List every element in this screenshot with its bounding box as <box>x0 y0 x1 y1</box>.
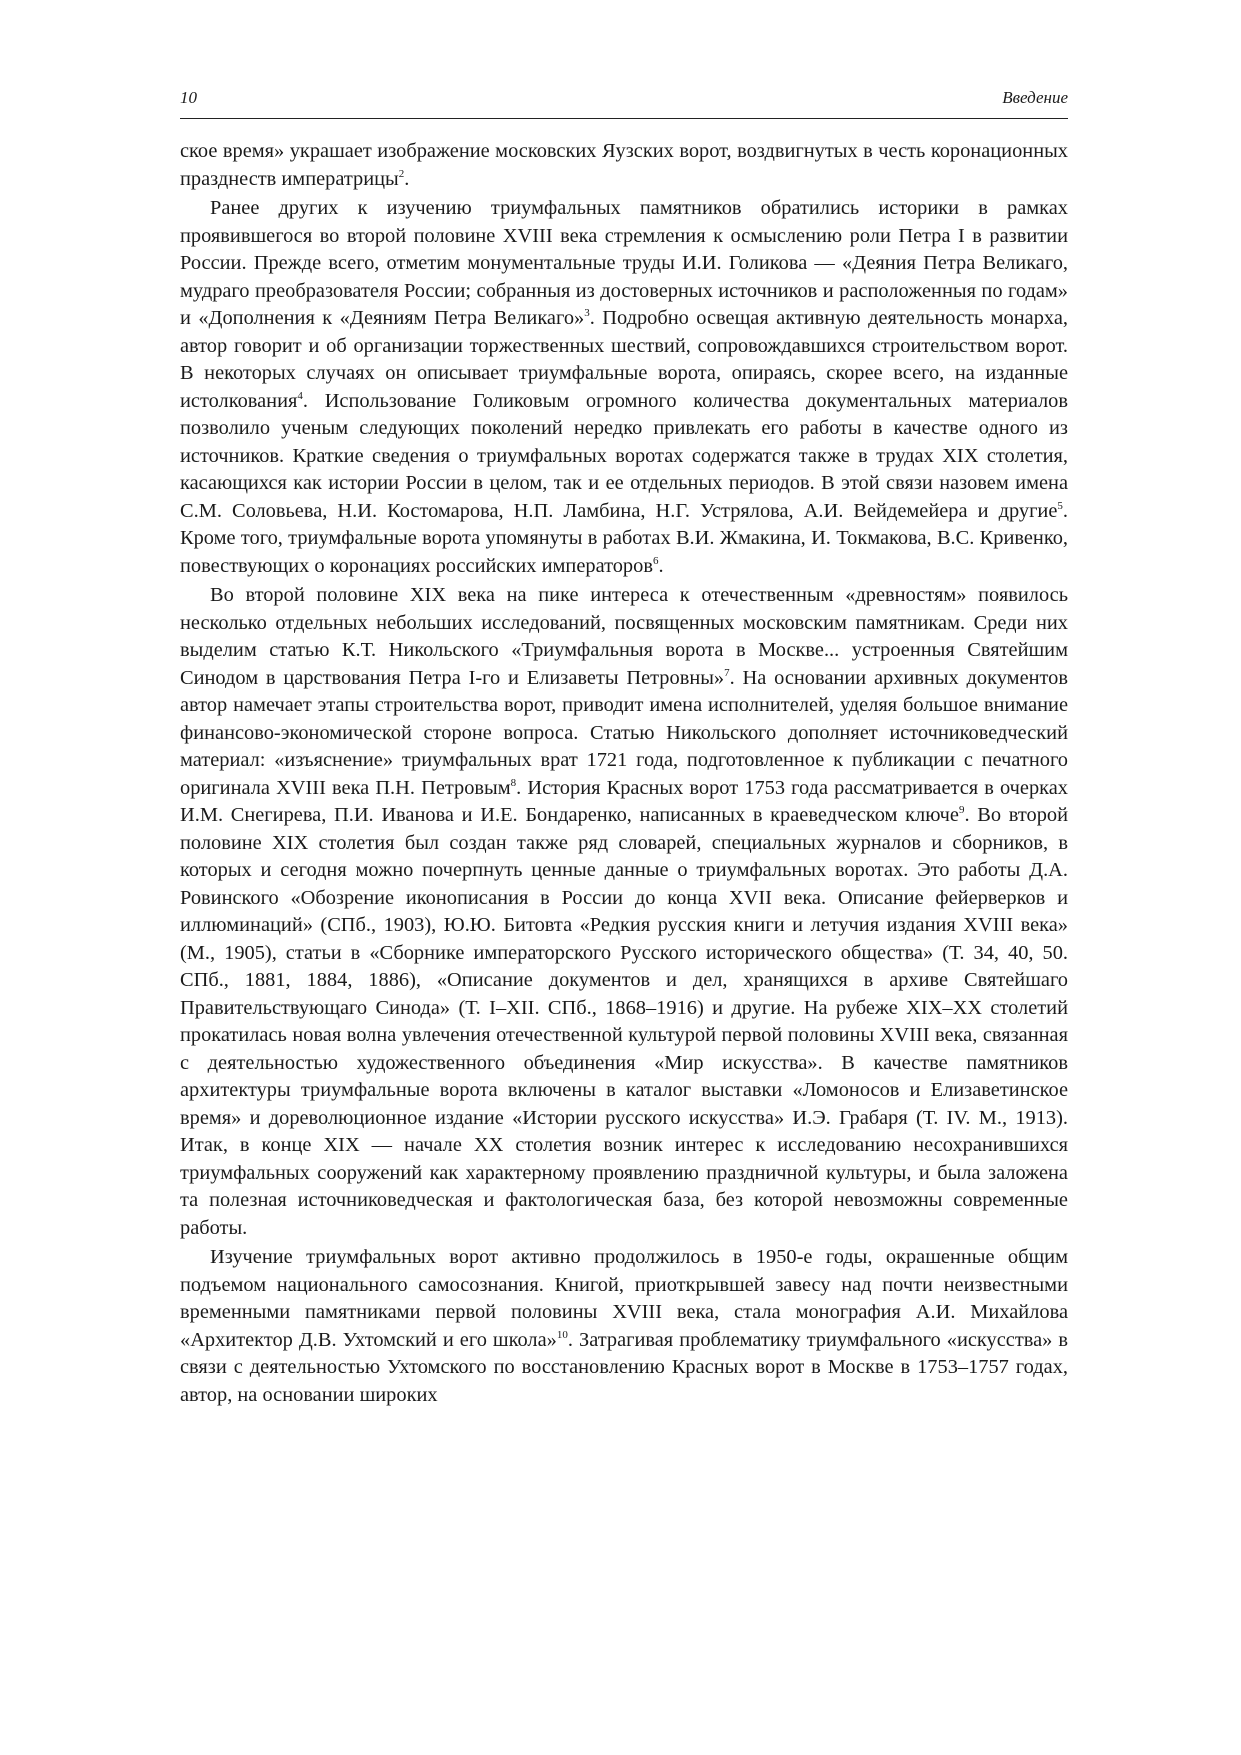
footnote-marker[interactable]: 5 <box>1057 499 1063 512</box>
paragraph-text: . Подробно освещая активную деятельность монарха, автор говорит и об организации торжественных шествий, сопровождавшихся строительством ворот. В некоторых случаях он описывает триумфальные ворота, опираясь, скорее всего, на изданные истолкования <box>180 307 1068 412</box>
paragraph-text: ское время» украшает изображение московских Яузских ворот, воздвигнутых в честь коронационных празднеств императрицы <box>180 140 1068 190</box>
paragraph-text: Ранее других к изучению триумфальных памятников обратились историки в рамках проявившегося во второй половине XVIII века стремления к осмыслению роли Петра I в развитии России. Прежде всего, отметим монументальные труды И.И. Голикова — «Деяния Петра Великаго, мудраго преобразователя России; собранныя из достоверных источников и расположенныя по годам» и «Дополнения к «Деяниям Петра Великаго» <box>180 197 1068 329</box>
footnote-marker[interactable]: 4 <box>297 389 303 402</box>
paragraph-text: . Использование Голиковым огромного количества документальных материалов позволило ученым следующих поколений нередко привлекать его работы в качестве одного из источников. Краткие сведения о триумфальных воротах содержатся также в трудах XIX столетия, касающихся как истории России в целом, так и ее отдельных периодов. В этой связи назовем имена С.М. Соловьева, Н.И. Костомарова, Н.П. Ламбина, Н.Г. Устрялова, А.И. Вейдемейера и другие <box>180 389 1068 522</box>
section-title: Введение <box>1002 88 1068 107</box>
paragraph-text: Во второй половине XIX века на пике интереса к отечественным «древностям» появилось несколько отдельных небольших исследований, посвященных московским памятникам. Среди них выделим статью К.Т. Никольского «Триумфальныя ворота в Москве... устроенныя Святейшим Синодом в царствования Петра I-го и Елизаветы Петровны» <box>180 584 1068 689</box>
footnote-marker[interactable]: 8 <box>510 776 517 789</box>
footnote-marker[interactable]: 7 <box>724 666 730 679</box>
paragraph-text: . Затрагивая проблематику триумфального «искусства» в связи с деятельностью Ухтомского по восстановлению Красных ворот в Москве в 1753–1757 годах, автор, на основании широких <box>180 1328 1069 1406</box>
body-text <box>180 138 1068 1411</box>
paragraph <box>180 1244 1068 1409</box>
paragraph-text: . Во второй половине XIX столетия был создан также ряд словарей, специальных журналов и сборников, в которых и сегодня можно почерпнуть ценные данные о триумфальных воротах. Это работы Д.А. Ровинского «Обозрение иконописания в России до конца XVII века. Описание фейерверков и иллюминаций» (СПб., 1903), Ю.Ю. Битовта «Редкия русския книги и летучия издания XVIII века» (М., 1905), статьи в «Сборнике императорского Русского исторического общества» (Т. 34, 40, 50. СПб., 1881, 1884, 1886), «Описание документов и дел, хранящихся в архиве Святейшаго Правительствующаго Синода» (Т. I–XII. СПб., 1868–1916) и другие. На рубеже XIX–XX столетий прокатилась новая волна увлечения отечественной культурой первой половины XVIII века, связанная с деятельностью художественного объединения «Мир искусства». В качестве памятников архитектуры триумфальные ворота включены в каталог выставки «Ломоносов и Елизаветинское время» и дореволюционное издание «Истории русского искусства» И.Э. Грабаря (Т. IV. М., 1913). Итак, в конце XIX — начале XX столетия возник интерес к исследованию несохранившихся триумфальных сооружений как характерному проявлению праздничной культуры, и была заложена та полезная источниковедческая и фактологическая база, без которой невозможны современные работы. <box>180 804 1068 1239</box>
paragraph-text: . На основании архивных документов автор намечает этапы строительства ворот, приводит имена исполнителей, уделяя большое внимание финансово-экономической стороне вопроса. Статью Никольского дополняет источниковедческий материал: «изъяснение» триумфальных врат 1721 года, подготовленное к публикации с печатного оригинала XVIII века П.Н. Петровым <box>180 666 1068 799</box>
page-number: 10 <box>180 88 197 107</box>
paragraph <box>180 138 1068 193</box>
paragraph-text: . История Красных ворот 1753 года рассматривается в очерках И.М. Снегирева, П.И. Иванова и И.Е. Бондаренко, написанных в краеведческом ключе <box>180 776 1069 826</box>
paragraph-text: . <box>658 554 664 577</box>
paragraph-text: . Кроме того, триумфальные ворота упомянуты в работах В.И. Жмакина, И. Токмакова, В.С. Кривенко, повествующих о коронациях российских императоров <box>180 499 1068 577</box>
footnote-marker[interactable]: 2 <box>398 167 405 180</box>
footnote-marker[interactable]: 6 <box>652 554 659 567</box>
footnote-marker[interactable]: 10 <box>556 1328 568 1341</box>
paragraph <box>180 195 1068 580</box>
paragraph-text: Изучение триумфальных ворот активно продолжилось в 1950-е годы, окрашенные общим подъемом национального самосознания. Книгой, приоткрывшей завесу над почти неизвестными временными памятниками первой половины XVIII века, стала монография А.И. Михайлова «Архитектор Д.В. Ухтомский и его школа» <box>180 1246 1068 1351</box>
footnote-marker[interactable]: 3 <box>584 307 590 320</box>
paragraph-text: . <box>404 167 410 190</box>
header-rule <box>180 118 1068 119</box>
footnote-marker[interactable]: 9 <box>958 804 965 817</box>
running-head <box>180 86 1068 110</box>
paragraph <box>180 582 1068 1242</box>
